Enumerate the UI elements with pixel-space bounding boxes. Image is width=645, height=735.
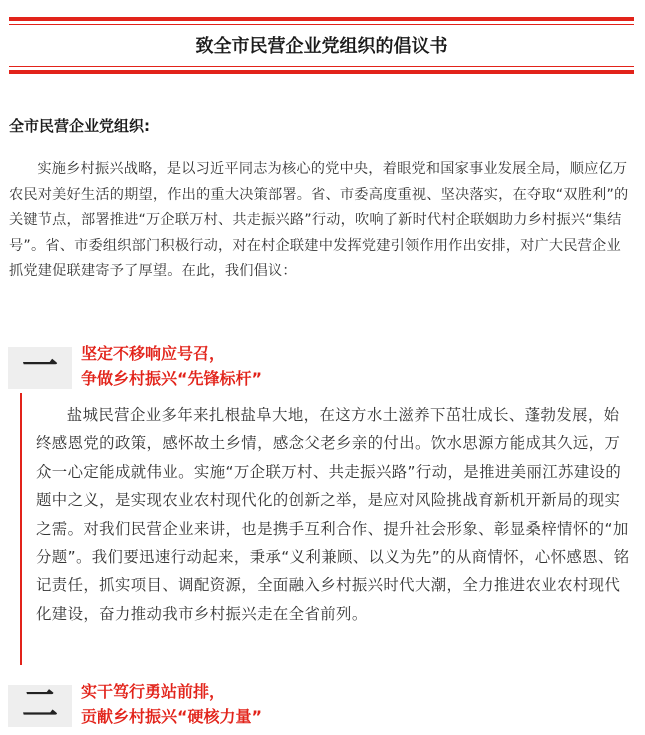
document-title: 致全市民营企业党组织的倡议书 bbox=[195, 36, 448, 57]
section-1-title bbox=[81, 341, 262, 391]
section-number-box bbox=[8, 685, 72, 727]
section-title-line-1: 坚定不移响应号召， bbox=[81, 344, 226, 363]
section-number: 一 bbox=[21, 346, 58, 387]
section-title-line-2: 贡献乡村振兴“硬核力量” bbox=[81, 707, 263, 726]
section-1-header bbox=[0, 341, 645, 397]
top-red-rule-thin bbox=[9, 24, 634, 25]
intro-paragraph: 实施乡村振兴战略，是以习近平同志为核心的党中央，着眼党和国家事业发展全局，顺应亿万农民对美好生活的期望，作出的重大决策部署。省、市委高度重视、坚决落实，在夺取“双胜利”的关键节点，部署推进“万企联万村、共走振兴路”行动，吹响了新时代村企联姻助力乡村振兴“集结号”。省、市委组织部门积极行动，对在村企联建中发挥党建引领作用作出安排，对广大民营企业抓党建促联建寄予了厚望。在此，我们倡议： bbox=[9, 161, 629, 280]
section-number-box bbox=[8, 347, 72, 389]
top-red-rule-thick bbox=[9, 17, 634, 21]
section-2-title bbox=[81, 679, 262, 729]
section-1-accent-bar bbox=[20, 393, 22, 665]
title-bottom-red-rule-thin bbox=[9, 66, 634, 67]
section-title-line-2: 争做乡村振兴“先锋标杆” bbox=[81, 369, 263, 388]
salutation: 全市民营企业党组织: bbox=[9, 117, 150, 135]
section-1-body: 盐城民营企业多年来扎根盐阜大地，在这方水土滋养下茁壮成长、蓬勃发展，始终感恩党的政策，感怀故土乡情，感念父老乡亲的付出。饮水思源方能成其久远，万众一心定能成就伟业。实施“万企联万村、共走振兴路”行动，是推进美丽江苏建设的题中之义，是实现农业农村现代化的创新之举，是应对风险挑战育新机开新局的现实之需。对我们民营企业来讲，也是携手互利合作、提升社会形象、彰显桑梓情怀的“加分题”。我们要迅速行动起来，秉承“义利兼顾、以义为先”的从商情怀，心怀感恩、铭记责任，抓实项目、调配资源，全面融入乡村振兴时代大潮，全力推进农业农村现代化建设，奋力推动我市乡村振兴走在全省前列。 bbox=[36, 406, 630, 623]
section-number: 二 bbox=[21, 684, 58, 725]
title-bottom-red-rule-thick bbox=[9, 70, 634, 74]
section-title-line-1: 实干笃行勇站前排， bbox=[81, 682, 226, 701]
section-2-header bbox=[0, 679, 645, 735]
